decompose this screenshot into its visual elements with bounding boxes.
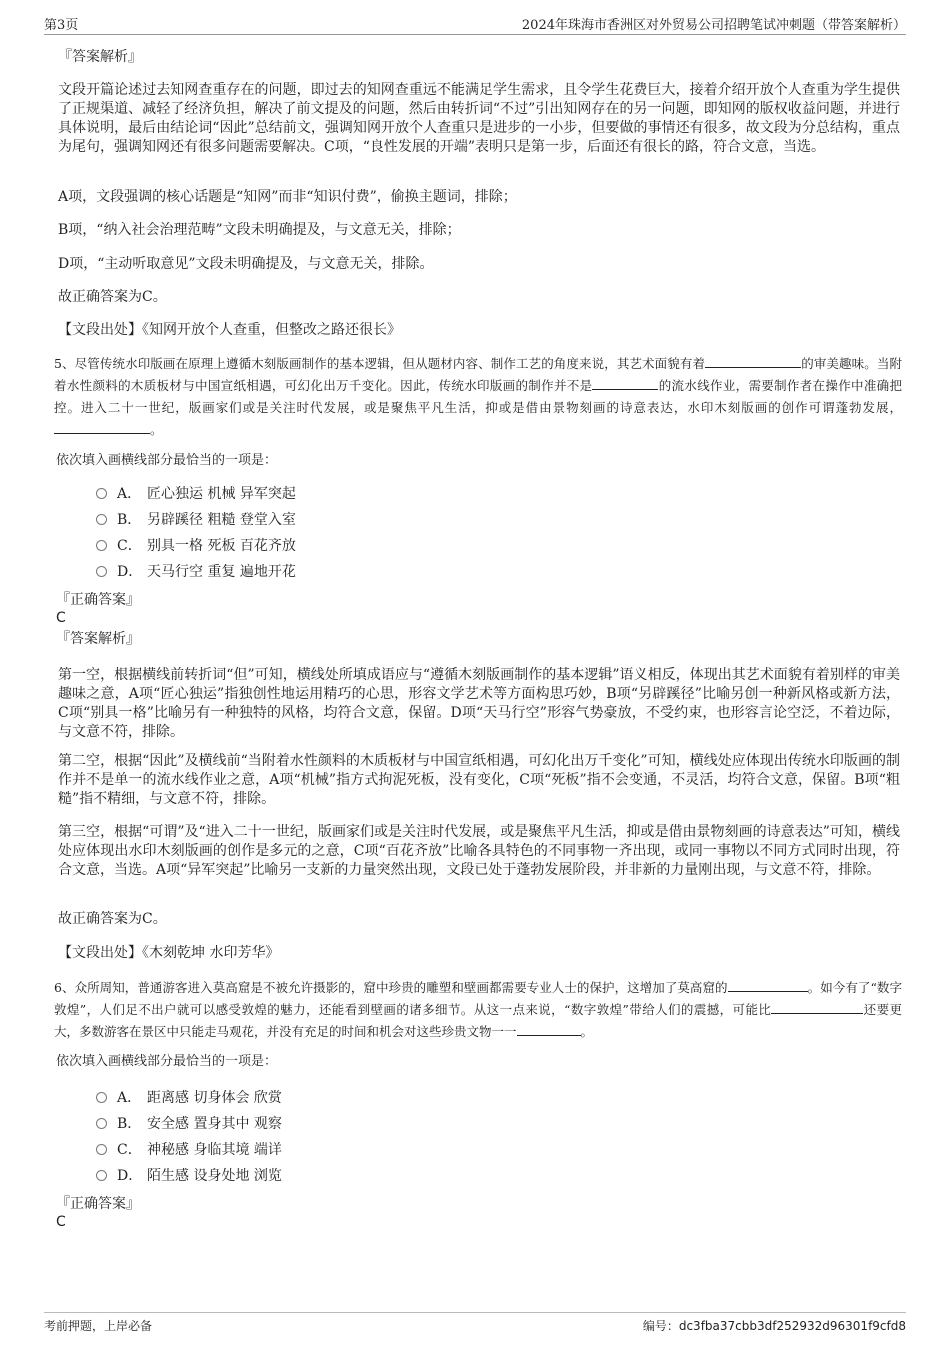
- q5-answer: C: [56, 610, 66, 626]
- q6-text-4: 。: [580, 1024, 594, 1039]
- radio-icon[interactable]: [96, 540, 107, 551]
- q6-stem: [54, 977, 902, 1043]
- q6-text-2: 。如今有了“数字敦煌”，人们足不出户就可以感受敦煌的魅力，还能看到壁画的诸多细节。从这一点来说，“数字敦煌”带给人们的震撼，可能比: [54, 980, 902, 1017]
- radio-icon[interactable]: [96, 566, 107, 577]
- radio-icon[interactable]: [96, 1092, 107, 1103]
- q5-option-b[interactable]: B． 另辟蹊径 粗糙 登堂入室: [96, 510, 296, 530]
- radio-icon[interactable]: [96, 1118, 107, 1129]
- radio-icon[interactable]: [96, 1170, 107, 1181]
- q5-blank-3: [54, 421, 150, 434]
- q6-prompt: 依次填入画横线部分最恰当的一项是：: [56, 1054, 278, 1069]
- q5-conclusion: 故正确答案为C。: [58, 911, 167, 927]
- q6-text-3: 还要更大，多数游客在景区中只能走马观花，并没有充足的时间和机会对这些珍贵文物一一: [54, 1002, 902, 1039]
- radio-icon[interactable]: [96, 514, 107, 525]
- q4-conclusion: 故正确答案为C。: [58, 289, 167, 305]
- radio-icon[interactable]: [96, 488, 107, 499]
- footer-slogan: 考前押题，上岸必备: [44, 1319, 153, 1333]
- q4-analysis-label: 『答案解析』: [58, 49, 142, 65]
- q5-option-d[interactable]: D． 天马行空 重复 遍地开花: [96, 562, 296, 582]
- q5-answer-label: 『正确答案』: [56, 592, 140, 608]
- q5-text-4: 。: [150, 422, 163, 437]
- q6-option-a[interactable]: A． 距离感 切身体会 欣赏: [96, 1088, 282, 1108]
- document-title: 2024年珠海市香洲区对外贸易公司招聘笔试冲刺题（带答案解析）: [521, 18, 906, 33]
- q6-answer: C: [56, 1214, 66, 1230]
- radio-icon[interactable]: [96, 1144, 107, 1155]
- q5-analysis-3: 第三空，根据“可谓”及“进入二十一世纪，版画家们或是关注时代发展，或是聚焦平凡生活，抑或是借由景物刻画的诗意表达”可知，横线处应体现出水印木刻版画的创作是多元的之意，C项“百花齐放”比喻各具特色的不同事物一齐出现，或同一事物以不同方式同时出现，符合文意，当选。A项“异军突起”比喻另一支新的力量突然出现，文段已处于蓬勃发展阶段，并非新的力量刚出现，与文意不符，排除。: [58, 824, 900, 878]
- q5-option-c[interactable]: C． 别具一格 死板 百花齐放: [96, 536, 296, 556]
- page-number: 第3页: [44, 18, 79, 33]
- q5-blank-2: [592, 377, 658, 390]
- q6-text-1: 6、众所周知，普通游客进入莫高窟是不被允许摄影的，窟中珍贵的雕塑和壁画都需要专业人士的保护，这增加了莫高窟的: [54, 980, 728, 995]
- q6-blank-3: [517, 1023, 581, 1036]
- q4-analysis: 文段开篇论述过去知网查重存在的问题，即过去的知网查重远不能满足学生需求，且令学生花费巨大，接着介绍开放个人查重为学生提供了正规渠道、减轻了经济负担，解决了前文提及的问题，然后由转折词“不过”引出知网存在的另一问题，即知网的版权收益问题，并进行具体说明，最后由结论词“因此”总结前文，强调知网开放个人查重只是进步的一小步，但要做的事情还有很多，故文段为分总结构，重点为尾句，强调知网还有很多问题需要解决。C项，“良性发展的开端”表明只是第一步，后面还有很长的路，符合文意，当选。: [58, 82, 900, 155]
- q5-text-1: 5、尽管传统水印版画在原理上遵循木刻版画制作的基本逻辑，但从题材内容、制作工艺的角度来说，其艺术面貌有着: [54, 356, 706, 371]
- q5-text-3: 的流水线作业，需要制作者在操作中准确把控。进入二十一世纪，版画家们或是关注时代发展，或是聚焦平凡生活，抑或是借由景物刻画的诗意表达，水印木刻版画的创作可谓蓬勃发展，: [54, 378, 902, 415]
- q5-prompt: 依次填入画横线部分最恰当的一项是：: [56, 453, 278, 468]
- q6-option-d[interactable]: D． 陌生感 设身处地 浏览: [96, 1166, 282, 1186]
- q5-stem: [54, 353, 902, 441]
- q4-option-d-note: D项，“主动听取意见”文段未明确提及，与文意无关，排除。: [58, 256, 434, 272]
- q5-analysis-1: 第一空，根据横线前转折词“但”可知，横线处所填成语应与“遵循木刻版画制作的基本逻辑”语义相反，体现出其艺术面貌有着别样的审美趣味之意，A项“匠心独运”指独创性地运用精巧的心思，形容文学艺术等方面构思巧妙，B项“另辟蹊径”比喻另创一种新风格或新方法，C项“别具一格”比喻另有一种独特的风格，均符合文意，保留。D项“天马行空”形容气势豪放，不受约束，也形容言论空泛，不着边际，与文意不符，排除。: [58, 667, 900, 740]
- q4-option-a-note: A项，文段强调的核心话题是“知网”而非“知识付费”，偷换主题词，排除；: [58, 189, 517, 205]
- q5-source: 【文段出处】《木刻乾坤 水印芳华》: [58, 945, 280, 961]
- q6-blank-2: [771, 1001, 863, 1014]
- q5-blank-1: [705, 355, 801, 368]
- q5-analysis-2: 第二空，根据“因此”及横线前“当附着水性颜料的木质板材与中国宣纸相遇，可幻化出万千变化”可知，横线处应体现出传统水印版画的制作并不是单一的流水线作业之意，A项“机械”指方式拘泥死板，没有变化，C项“死板”指不会变通，不灵活，均符合文意，保留。B项“粗糙”指不精细，与文意不符，排除。: [58, 753, 900, 807]
- page-header: [44, 14, 906, 35]
- document-code: 编号：dc3fba37cbb3df252932d96301f9cfd8: [642, 1319, 906, 1333]
- q5-analysis-label: 『答案解析』: [56, 631, 140, 647]
- q4-option-b-note: B项，“纳入社会治理范畴”文段未明确提及，与文意无关，排除；: [58, 222, 461, 238]
- q5-text-2: 的审美趣味。当附着水性颜料的木质板材与中国宣纸相遇，可幻化出万千变化。因此，传统水印版画的制作并不是: [54, 356, 902, 393]
- page-footer: [44, 1312, 906, 1339]
- q5-option-a[interactable]: A． 匠心独运 机械 异军突起: [96, 484, 296, 504]
- q6-answer-label: 『正确答案』: [56, 1196, 140, 1212]
- q6-blank-1: [728, 979, 808, 992]
- q4-source: 【文段出处】《知网开放个人查重，但整改之路还很长》: [58, 322, 401, 338]
- q6-option-c[interactable]: C． 神秘感 身临其境 端详: [96, 1140, 282, 1160]
- q6-option-b[interactable]: B． 安全感 置身其中 观察: [96, 1114, 282, 1134]
